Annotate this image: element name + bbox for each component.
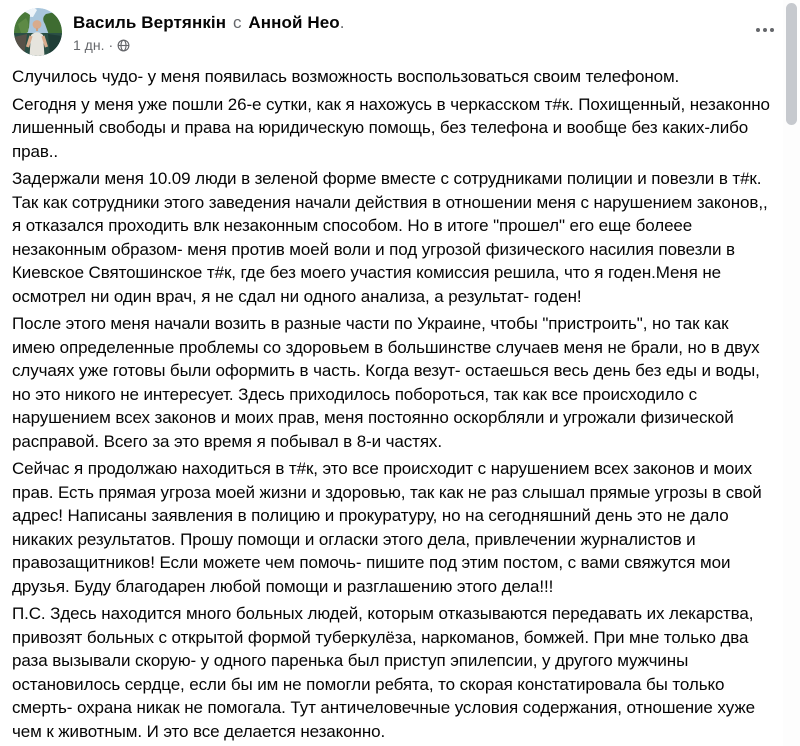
author-link[interactable]: Василь Вертянкін <box>73 13 227 32</box>
scrollbar[interactable] <box>783 0 800 746</box>
more-options-button[interactable] <box>750 22 780 38</box>
with-connector: с <box>232 13 242 32</box>
ellipsis-icon <box>763 28 767 32</box>
post-title <box>73 12 345 33</box>
meta-separator: · <box>108 37 114 53</box>
ellipsis-icon <box>756 28 760 32</box>
post-paragraph: Задержали меня 10.09 люди в зеленой форме вместе с сотрудниками полиции и повезли в т#к. Так как сотрудники этого заведения начали действия в отношении меня с нарушением законов,, я отказался проходить влк незаконным способом. Но в итоге "прошел" его еще болеее незаконным образом- меня против моей воли и под угрозой физического насилия повезли в Киевское Святошинское т#к, где без моего участия комиссия решила, что я годен.Меня не осмотрел ни один врач, я не сдал ни одного анализа, а результат- годен! <box>12 169 768 306</box>
avatar-photo <box>14 8 62 56</box>
scrollbar-thumb[interactable] <box>786 3 797 125</box>
globe-icon <box>117 39 130 52</box>
post-paragraph: П.С. Здесь находится много больных людей, которым отказываются передавать их лекарства, привозят больных с открытой формой туберкулёза, наркоманов, бомжей. При мне только два раза вызывали скорую- у одного паренька был приступ эпилепсии, у другого мужчины остановилось сердце, если бы им не помогли ребята, то скорая констатировала бы только смерть- охрана никак не помогала. Тут античеловечные условия содержания, отношение хуже чем к животным. И это все делается незаконно. <box>12 604 755 741</box>
post-header <box>0 0 800 60</box>
post-header-info <box>73 8 345 53</box>
post-paragraph: Сейчас я продолжаю находиться в т#к, это все происходит с нарушением всех законов и моих прав. Есть прямая угроза моей жизни и здоровью, так как не раз слышал прямые угрозы в свой адрес! Написаны заявления в полицию и прокуратуру, но на сегодняшний день это не дало никаких результатов. Прошу помощи и огласки этого дела, привлечении журналистов и правозащитников! Если можете чем помочь- пишите под этим постом, с вами свяжутся мои друзья. Буду благодарен любой помощи и разглашению этого дела!!! <box>12 459 762 596</box>
title-suffix: . <box>339 13 345 32</box>
post-paragraph: Случилось чудо- у меня появилась возможность воспользоваться своим телефоном. <box>12 67 680 86</box>
timestamp-link[interactable]: 1 дн. <box>73 37 105 53</box>
tagged-person-link[interactable]: Анной Нео <box>248 13 340 32</box>
post-paragraph: Сегодня у меня уже пошли 26-е сутки, как я нахожусь в черкасском т#к. Похищенный, незаконно лишенный свободы и права на юридическую помощь, без телефона и вообще без каких-либо прав.. <box>12 94 770 161</box>
post-text <box>0 60 800 743</box>
post-paragraph: После этого меня начали возить в разные части по Украине, чтобы "пристроить", но так как имею определенные проблемы со здоровьем в большинстве случаев меня не брали, но в двух случаях уже готовы были оформить в часть. Когда везут- остаешься весь день без еды и воды, но это никого не интересует. Здесь приходилось побороться, так как все происходило с нарушением всех законов и моих прав, меня постоянно оскорбляли и угрожали физической расправой. Всего за это время я побывал в 8-и частях. <box>12 314 760 451</box>
ellipsis-icon <box>770 28 774 32</box>
avatar[interactable] <box>14 8 62 56</box>
post-meta <box>73 37 345 53</box>
